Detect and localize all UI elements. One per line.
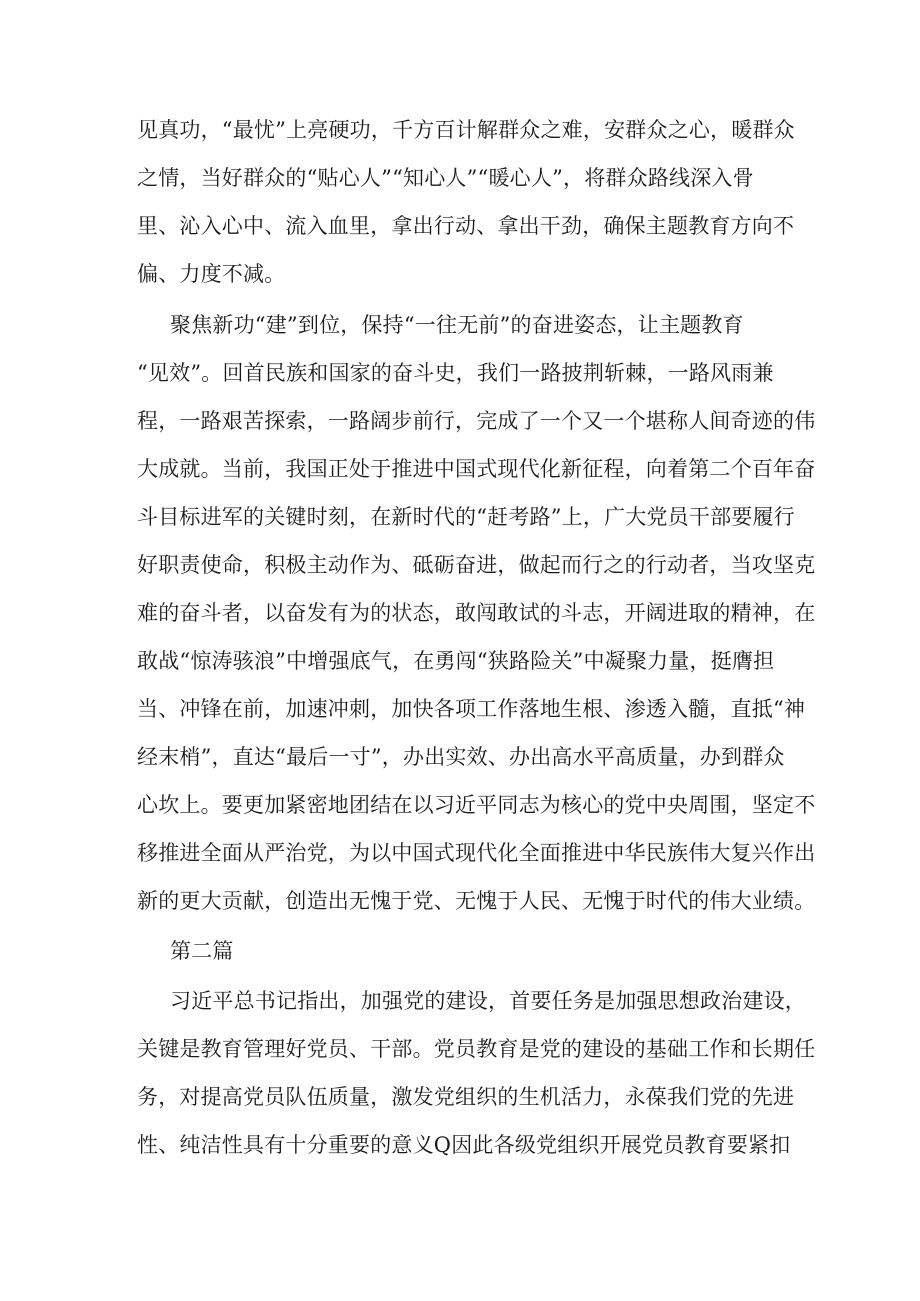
text-line: 当、冲锋在前，加速冲刺，加快各项工作落地生根、渗透入髓，直抵“神	[137, 697, 806, 721]
text-line: 习近平总书记指出，加强党的建设，首要任务是加强思想政治建设，	[170, 989, 806, 1013]
text-line: 移推进全面从严治党，为以中国式现代化全面推进中华民族伟大复兴作出	[137, 841, 816, 865]
text-line: 里、沁入心中、流入血里，拿出行动、拿出干劲，确保主题教育方向不	[137, 214, 795, 238]
text-line: 好职责使命，积极主动作为、砥砺奋进，做起而行之的行动者，当攻坚克	[137, 553, 816, 577]
text-line: 经末梢”，直达“最后一寸”，办出实效、办出高水平高质量，办到群众	[137, 745, 785, 769]
text-line: 难的奋斗者，以奋发有为的状态，敢闯敢试的斗志，开阔进取的精神，在	[137, 601, 816, 625]
text-line: 偏、力度不减。	[137, 262, 286, 286]
text-line: 关键是教育管理好党员、干部。党员教育是党的建设的基础工作和长期任	[137, 1037, 816, 1061]
text-line: 大成就。当前，我国正处于推进中国式现代化新征程，向着第二个百年奋	[137, 457, 816, 481]
text-line: 心坎上。要更加紧密地团结在以习近平同志为核心的党中央周围，坚定不	[137, 793, 816, 817]
text-line: 新的更大贡献，创造出无愧于党、无愧于人民、无愧于时代的伟大业绩。	[137, 889, 816, 913]
section-heading: 第二篇	[170, 939, 234, 963]
text-line: 程，一路艰苦探索，一路阔步前行，完成了一个又一个堪称人间奇迹的伟	[137, 409, 816, 433]
text-line: 性、纯洁性具有十分重要的意义Q因此各级党组织开展党员教育要紧扣	[137, 1133, 791, 1157]
text-line: 敢战“惊涛骇浪”中增强底气，在勇闯“狭路险关”中凝聚力量，挺膺担	[137, 649, 775, 673]
text-line: 见真功，“最忧”上亮硬功，千方百计解群众之难，安群众之心，暖群众	[137, 118, 795, 142]
text-line: “见效”。回首民族和国家的奋斗史，我们一路披荆斩棘，一路风雨兼	[137, 361, 774, 385]
text-line: 务，对提高党员队伍质量，激发党组织的生机活力，永葆我们党的先进	[137, 1085, 795, 1109]
text-line: 聚焦新功“建”到位，保持“一往无前”的奋进姿态，让主题教育	[170, 313, 744, 337]
text-line: 之情，当好群众的“贴心人”“知心人”“暖心人”，将群众路线深入骨	[137, 166, 754, 190]
text-line: 斗目标进军的关键时刻，在新时代的“赶考路”上，广大党员干部要履行	[137, 505, 795, 529]
